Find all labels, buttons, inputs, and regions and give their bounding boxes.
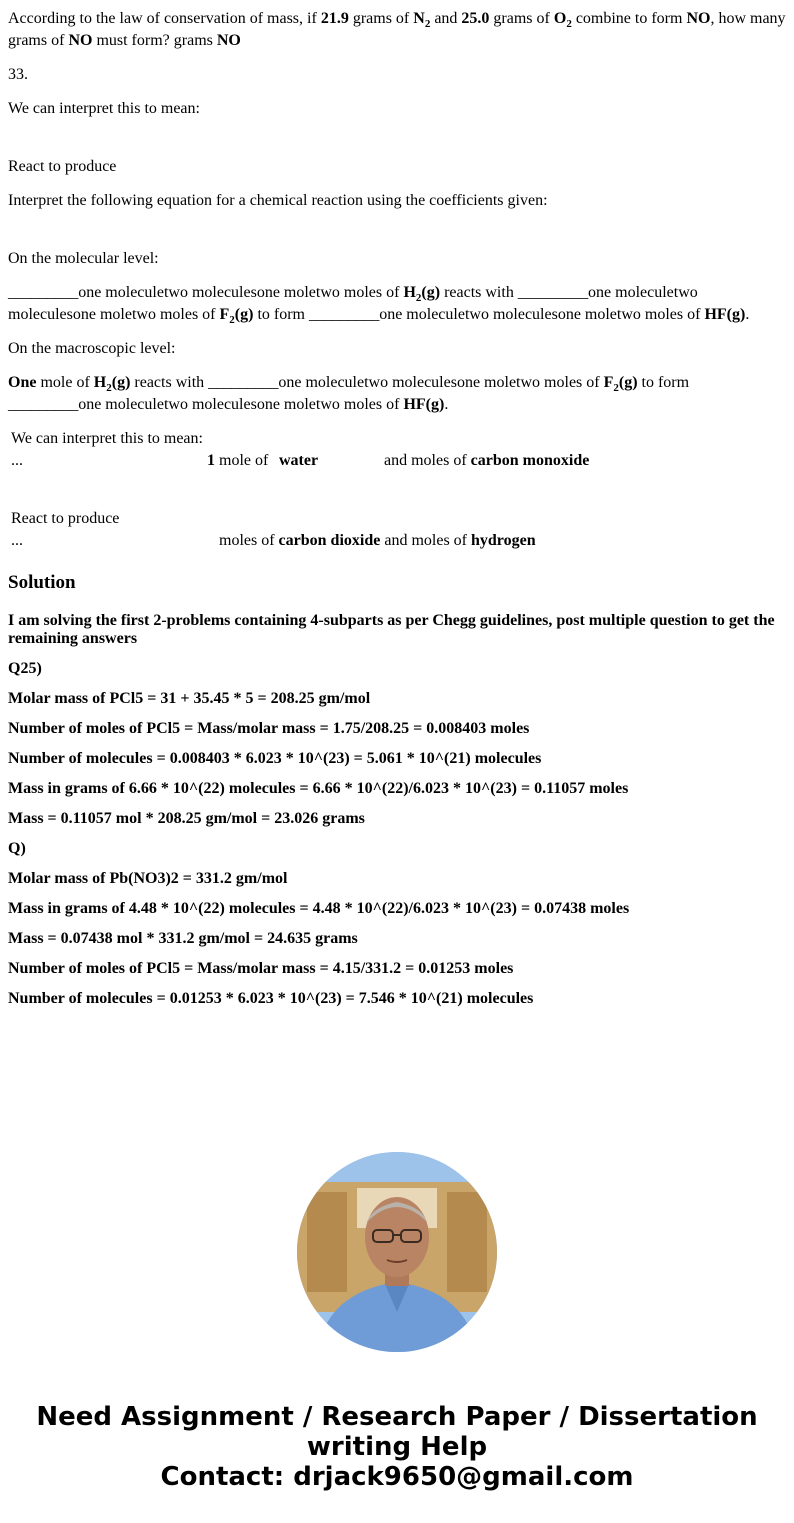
person-portrait-icon xyxy=(297,1152,497,1352)
answer-line: Mass = 0.07438 mol * 331.2 gm/mol = 24.635 grams xyxy=(8,930,358,947)
answer-line: Number of molecules = 0.008403 * 6.023 * 10^(23) = 5.061 * 10^(21) molecules xyxy=(8,750,542,767)
table-interpret-label: We can interpret this to mean: xyxy=(11,430,203,447)
molecular-level-label: On the molecular level: xyxy=(8,250,159,267)
dropdown-options[interactable]: one moleculetwo moleculesone moletwo moles of xyxy=(379,306,705,323)
dropdown-options[interactable]: one moleculetwo moleculesone moletwo moles of xyxy=(78,396,404,413)
interpret-equation-instruction: Interpret the following equation for a chemical reaction using the coefficients given: xyxy=(8,192,548,209)
answer-line: Mass in grams of 6.66 * 10^(22) molecules = 6.66 * 10^(22)/6.023 * 10^(23) = 0.11057 moles xyxy=(8,780,629,797)
question-intro: According to the law of conservation of mass, if 21.9 grams of $N_2$ and 25.0 grams of $O_2$ combine to form NO, how many grams of NO must form? grams NO xyxy=(8,10,786,49)
react-label: React to produce xyxy=(8,158,117,175)
dropdown-options[interactable]: one moleculetwo moleculesone moletwo moles of xyxy=(278,374,604,391)
question-number: 33. xyxy=(8,66,28,83)
blank-field[interactable]: _________ xyxy=(517,284,589,301)
table-row xyxy=(11,530,786,552)
footer-contact: Contact: drjack9650@gmail.com xyxy=(160,1462,634,1492)
dropdown-options[interactable]: one moleculetwo moleculesone moletwo moles of xyxy=(78,284,404,301)
ellipsis: ... xyxy=(11,532,23,549)
answer-line: Molar mass of PCl5 = 31 + 35.45 * 5 = 208.25 gm/mol xyxy=(8,690,371,707)
answer-line: Number of moles of PCl5 = Mass/molar mass = 4.15/331.2 = 0.01253 moles xyxy=(8,960,514,977)
answer-list xyxy=(8,612,786,1008)
mole-count-cell: 1 mole of xyxy=(207,452,269,469)
answer-line: Mass in grams of 4.48 * 10^(22) molecules = 4.48 * 10^(22)/6.023 * 10^(23) = 0.07438 moles xyxy=(8,900,630,917)
interpretation-table xyxy=(11,428,786,552)
macroscopic-level-sentence: One mole of $H_2(g)$ reacts with _________one moleculetwo moleculesone moletwo moles of $F_2(g)$ to form _________one moleculetwo moleculesone moletwo moles of HF(g). xyxy=(8,374,690,413)
blank-field[interactable]: _________ xyxy=(8,396,79,413)
ellipsis: ... xyxy=(11,452,23,469)
macroscopic-level-label: On the macroscopic level: xyxy=(8,340,176,357)
blank-field[interactable]: _________ xyxy=(309,306,380,323)
answer-line: Molar mass of Pb(NO3)2 = 331.2 gm/mol xyxy=(8,870,288,887)
dropdown-options[interactable]: one moleculetwo moleculesone moletwo moles of xyxy=(8,284,698,323)
table-row xyxy=(11,450,786,472)
interpret-label: We can interpret this to mean: xyxy=(8,100,200,117)
table-row xyxy=(11,508,786,530)
answer-line: Number of molecules = 0.01253 * 6.023 * 10^(23) = 7.546 * 10^(21) molecules xyxy=(8,990,534,1007)
answer-line: Q25) xyxy=(8,660,42,677)
answer-line: I am solving the first 2-problems containing 4-subparts as per Chegg guidelines, post multiple question to get the remaining answers xyxy=(8,612,775,647)
footer-banner xyxy=(0,1402,794,1492)
water-label: water xyxy=(279,452,319,469)
blank-field[interactable]: _________ xyxy=(8,284,79,301)
table-react-label: React to produce xyxy=(11,510,120,527)
blank-field[interactable]: _________ xyxy=(208,374,279,391)
solution-heading: Solution xyxy=(8,572,76,593)
answer-line: Mass = 0.11057 mol * 208.25 gm/mol = 23.026 grams xyxy=(8,810,365,827)
avatar xyxy=(297,1152,497,1352)
answer-line: Number of moles of PCl5 = Mass/molar mass = 1.75/208.25 = 0.008403 moles xyxy=(8,720,530,737)
answer-line: Q) xyxy=(8,840,26,857)
products-cell: moles of carbon dioxide and moles of hydrogen xyxy=(219,532,536,549)
table-row xyxy=(11,428,786,450)
footer-line: Need Assignment / Research Paper / Dissertation xyxy=(36,1402,758,1432)
footer-line: writing Help xyxy=(306,1432,488,1462)
molecular-level-sentence: _________one moleculetwo moleculesone moletwo moles of $H_2(g)$ reacts with _________one moleculetwo moleculesone moletwo moles of $F_2(g)$ to form _________one moleculetwo moleculesone moletwo moles of HF(g). xyxy=(8,284,750,326)
carbon-monoxide-cell: and moles of carbon monoxide xyxy=(384,452,590,469)
